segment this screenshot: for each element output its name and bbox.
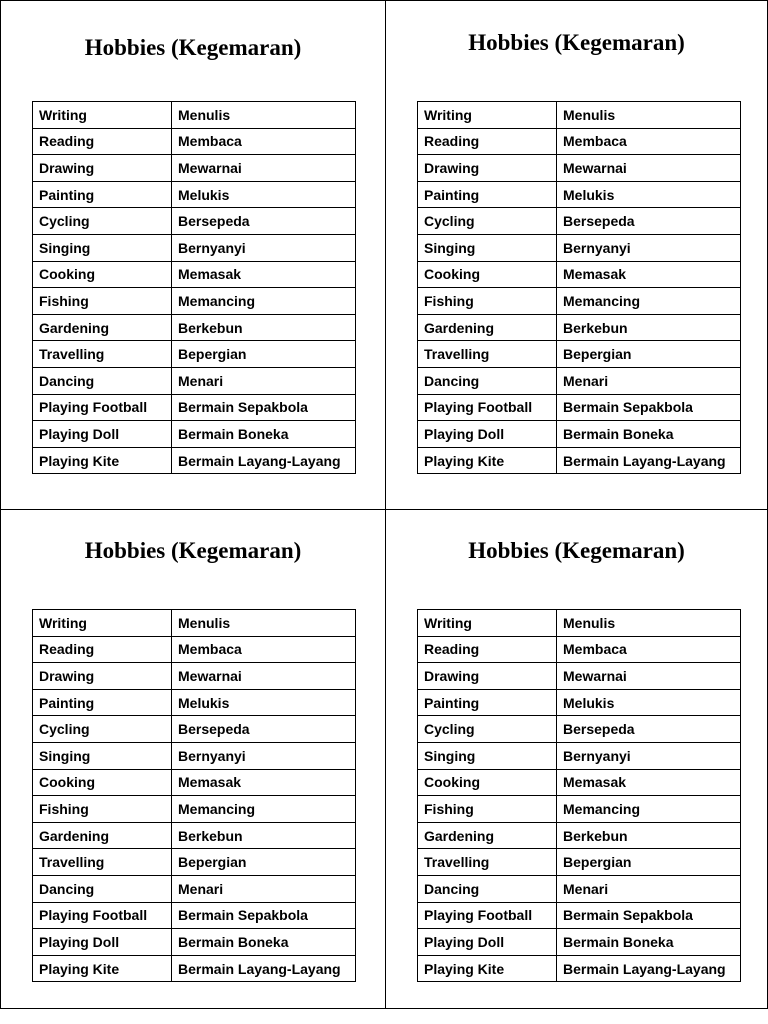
english-cell: Playing Doll <box>418 421 557 448</box>
table-row <box>33 102 356 129</box>
english-cell: Fishing <box>418 288 557 315</box>
english-cell: Cycling <box>418 716 557 743</box>
indonesian-cell: Bepergian <box>172 849 356 876</box>
english-cell: Cooking <box>33 261 172 288</box>
indonesian-cell: Bermain Layang-Layang <box>557 447 741 474</box>
indonesian-cell: Berkebun <box>557 314 741 341</box>
table-row <box>33 663 356 690</box>
english-cell: Singing <box>418 742 557 769</box>
english-cell: Playing Football <box>33 394 172 421</box>
indonesian-cell: Bepergian <box>557 341 741 368</box>
hobby-card <box>385 0 768 510</box>
english-cell: Travelling <box>33 849 172 876</box>
english-cell: Playing Doll <box>33 929 172 956</box>
hobby-card <box>0 0 386 510</box>
table-row <box>33 288 356 315</box>
indonesian-cell: Melukis <box>172 181 356 208</box>
table-row <box>418 769 741 796</box>
indonesian-cell: Mewarnai <box>557 155 741 182</box>
indonesian-cell: Bersepeda <box>557 716 741 743</box>
indonesian-cell: Membaca <box>172 128 356 155</box>
indonesian-cell: Memancing <box>557 796 741 823</box>
english-cell: Painting <box>418 181 557 208</box>
english-cell: Singing <box>33 234 172 261</box>
table-row <box>418 716 741 743</box>
indonesian-cell: Menari <box>172 875 356 902</box>
indonesian-cell: Bernyanyi <box>557 234 741 261</box>
english-cell: Reading <box>418 128 557 155</box>
english-cell: Dancing <box>418 875 557 902</box>
indonesian-cell: Mewarnai <box>172 155 356 182</box>
hobby-table <box>417 101 741 474</box>
table-row <box>33 796 356 823</box>
table-row <box>418 367 741 394</box>
indonesian-cell: Membaca <box>172 636 356 663</box>
english-cell: Fishing <box>33 288 172 315</box>
indonesian-cell: Bersepeda <box>557 208 741 235</box>
table-row <box>418 208 741 235</box>
english-cell: Painting <box>418 689 557 716</box>
indonesian-cell: Menulis <box>172 102 356 129</box>
english-cell: Drawing <box>33 155 172 182</box>
indonesian-cell: Bermain Layang-Layang <box>172 955 356 982</box>
indonesian-cell: Bermain Sepakbola <box>172 902 356 929</box>
indonesian-cell: Bermain Sepakbola <box>557 902 741 929</box>
table-row <box>418 447 741 474</box>
indonesian-cell: Bersepeda <box>172 716 356 743</box>
english-cell: Dancing <box>33 875 172 902</box>
english-cell: Singing <box>33 742 172 769</box>
table-row <box>33 742 356 769</box>
indonesian-cell: Bermain Layang-Layang <box>172 447 356 474</box>
table-row <box>418 610 741 637</box>
table-row <box>418 181 741 208</box>
english-cell: Reading <box>33 128 172 155</box>
hobby-table <box>32 101 356 474</box>
english-cell: Reading <box>33 636 172 663</box>
table-row <box>33 128 356 155</box>
table-row <box>33 261 356 288</box>
indonesian-cell: Menulis <box>172 610 356 637</box>
indonesian-cell: Bermain Boneka <box>172 929 356 956</box>
indonesian-cell: Menari <box>557 367 741 394</box>
table-row <box>33 208 356 235</box>
indonesian-cell: Menari <box>557 875 741 902</box>
table-row <box>418 288 741 315</box>
table-row <box>418 394 741 421</box>
english-cell: Playing Kite <box>33 447 172 474</box>
english-cell: Drawing <box>418 663 557 690</box>
english-cell: Playing Kite <box>418 955 557 982</box>
english-cell: Drawing <box>33 663 172 690</box>
indonesian-cell: Berkebun <box>172 822 356 849</box>
table-row <box>33 181 356 208</box>
english-cell: Dancing <box>33 367 172 394</box>
table-row <box>33 902 356 929</box>
indonesian-cell: Melukis <box>557 181 741 208</box>
table-row <box>33 955 356 982</box>
indonesian-cell: Memasak <box>557 261 741 288</box>
indonesian-cell: Menulis <box>557 102 741 129</box>
table-row <box>33 447 356 474</box>
indonesian-cell: Menari <box>172 367 356 394</box>
table-row <box>33 689 356 716</box>
indonesian-cell: Bermain Boneka <box>172 421 356 448</box>
english-cell: Reading <box>418 636 557 663</box>
table-row <box>418 955 741 982</box>
indonesian-cell: Bernyanyi <box>172 742 356 769</box>
indonesian-cell: Bernyanyi <box>172 234 356 261</box>
english-cell: Painting <box>33 181 172 208</box>
indonesian-cell: Memancing <box>172 796 356 823</box>
indonesian-cell: Bepergian <box>172 341 356 368</box>
table-row <box>33 716 356 743</box>
english-cell: Singing <box>418 234 557 261</box>
indonesian-cell: Bepergian <box>557 849 741 876</box>
indonesian-cell: Melukis <box>557 689 741 716</box>
table-row <box>33 929 356 956</box>
indonesian-cell: Bermain Layang-Layang <box>557 955 741 982</box>
table-row <box>418 128 741 155</box>
indonesian-cell: Membaca <box>557 128 741 155</box>
indonesian-cell: Bermain Sepakbola <box>172 394 356 421</box>
english-cell: Cooking <box>418 769 557 796</box>
english-cell: Dancing <box>418 367 557 394</box>
english-cell: Cooking <box>33 769 172 796</box>
table-row <box>418 636 741 663</box>
table-row <box>33 155 356 182</box>
english-cell: Painting <box>33 689 172 716</box>
indonesian-cell: Bermain Sepakbola <box>557 394 741 421</box>
table-row <box>418 849 741 876</box>
table-row <box>33 341 356 368</box>
english-cell: Fishing <box>33 796 172 823</box>
indonesian-cell: Memasak <box>172 261 356 288</box>
table-row <box>33 421 356 448</box>
table-row <box>418 314 741 341</box>
english-cell: Writing <box>418 102 557 129</box>
table-row <box>418 742 741 769</box>
english-cell: Playing Kite <box>418 447 557 474</box>
indonesian-cell: Bersepeda <box>172 208 356 235</box>
english-cell: Writing <box>33 610 172 637</box>
table-row <box>418 155 741 182</box>
indonesian-cell: Bernyanyi <box>557 742 741 769</box>
indonesian-cell: Memancing <box>557 288 741 315</box>
hobby-card <box>385 509 768 1009</box>
english-cell: Cooking <box>418 261 557 288</box>
english-cell: Cycling <box>418 208 557 235</box>
table-row <box>418 234 741 261</box>
english-cell: Travelling <box>33 341 172 368</box>
indonesian-cell: Memancing <box>172 288 356 315</box>
indonesian-cell: Memasak <box>557 769 741 796</box>
card-title: Hobbies (Kegemaran) <box>84 538 302 563</box>
english-cell: Playing Football <box>33 902 172 929</box>
indonesian-cell: Berkebun <box>172 314 356 341</box>
english-cell: Cycling <box>33 716 172 743</box>
table-row <box>418 929 741 956</box>
table-row <box>33 636 356 663</box>
table-row <box>33 367 356 394</box>
table-row <box>33 822 356 849</box>
table-row <box>418 875 741 902</box>
table-row <box>418 689 741 716</box>
table-row <box>33 234 356 261</box>
english-cell: Playing Kite <box>33 955 172 982</box>
indonesian-cell: Berkebun <box>557 822 741 849</box>
table-row <box>33 875 356 902</box>
indonesian-cell: Membaca <box>557 636 741 663</box>
table-row <box>33 314 356 341</box>
english-cell: Writing <box>33 102 172 129</box>
english-cell: Cycling <box>33 208 172 235</box>
table-row <box>33 769 356 796</box>
english-cell: Fishing <box>418 796 557 823</box>
table-row <box>33 610 356 637</box>
hobby-table <box>32 609 356 982</box>
english-cell: Travelling <box>418 849 557 876</box>
indonesian-cell: Menulis <box>557 610 741 637</box>
english-cell: Gardening <box>418 314 557 341</box>
table-row <box>418 341 741 368</box>
card-title: Hobbies (Kegemaran) <box>468 30 685 55</box>
table-row <box>33 849 356 876</box>
table-row <box>418 261 741 288</box>
english-cell: Playing Football <box>418 902 557 929</box>
english-cell: Gardening <box>418 822 557 849</box>
indonesian-cell: Melukis <box>172 689 356 716</box>
english-cell: Drawing <box>418 155 557 182</box>
table-row <box>418 822 741 849</box>
hobby-card <box>0 509 386 1009</box>
indonesian-cell: Bermain Boneka <box>557 929 741 956</box>
card-title: Hobbies (Kegemaran) <box>84 35 302 60</box>
table-row <box>33 394 356 421</box>
english-cell: Travelling <box>418 341 557 368</box>
indonesian-cell: Bermain Boneka <box>557 421 741 448</box>
english-cell: Gardening <box>33 314 172 341</box>
table-row <box>418 421 741 448</box>
table-row <box>418 102 741 129</box>
card-title: Hobbies (Kegemaran) <box>468 538 685 563</box>
english-cell: Playing Doll <box>418 929 557 956</box>
table-row <box>418 663 741 690</box>
table-row <box>418 796 741 823</box>
indonesian-cell: Mewarnai <box>557 663 741 690</box>
english-cell: Playing Doll <box>33 421 172 448</box>
english-cell: Playing Football <box>418 394 557 421</box>
english-cell: Writing <box>418 610 557 637</box>
english-cell: Gardening <box>33 822 172 849</box>
indonesian-cell: Memasak <box>172 769 356 796</box>
hobby-table <box>417 609 741 982</box>
table-row <box>418 902 741 929</box>
indonesian-cell: Mewarnai <box>172 663 356 690</box>
